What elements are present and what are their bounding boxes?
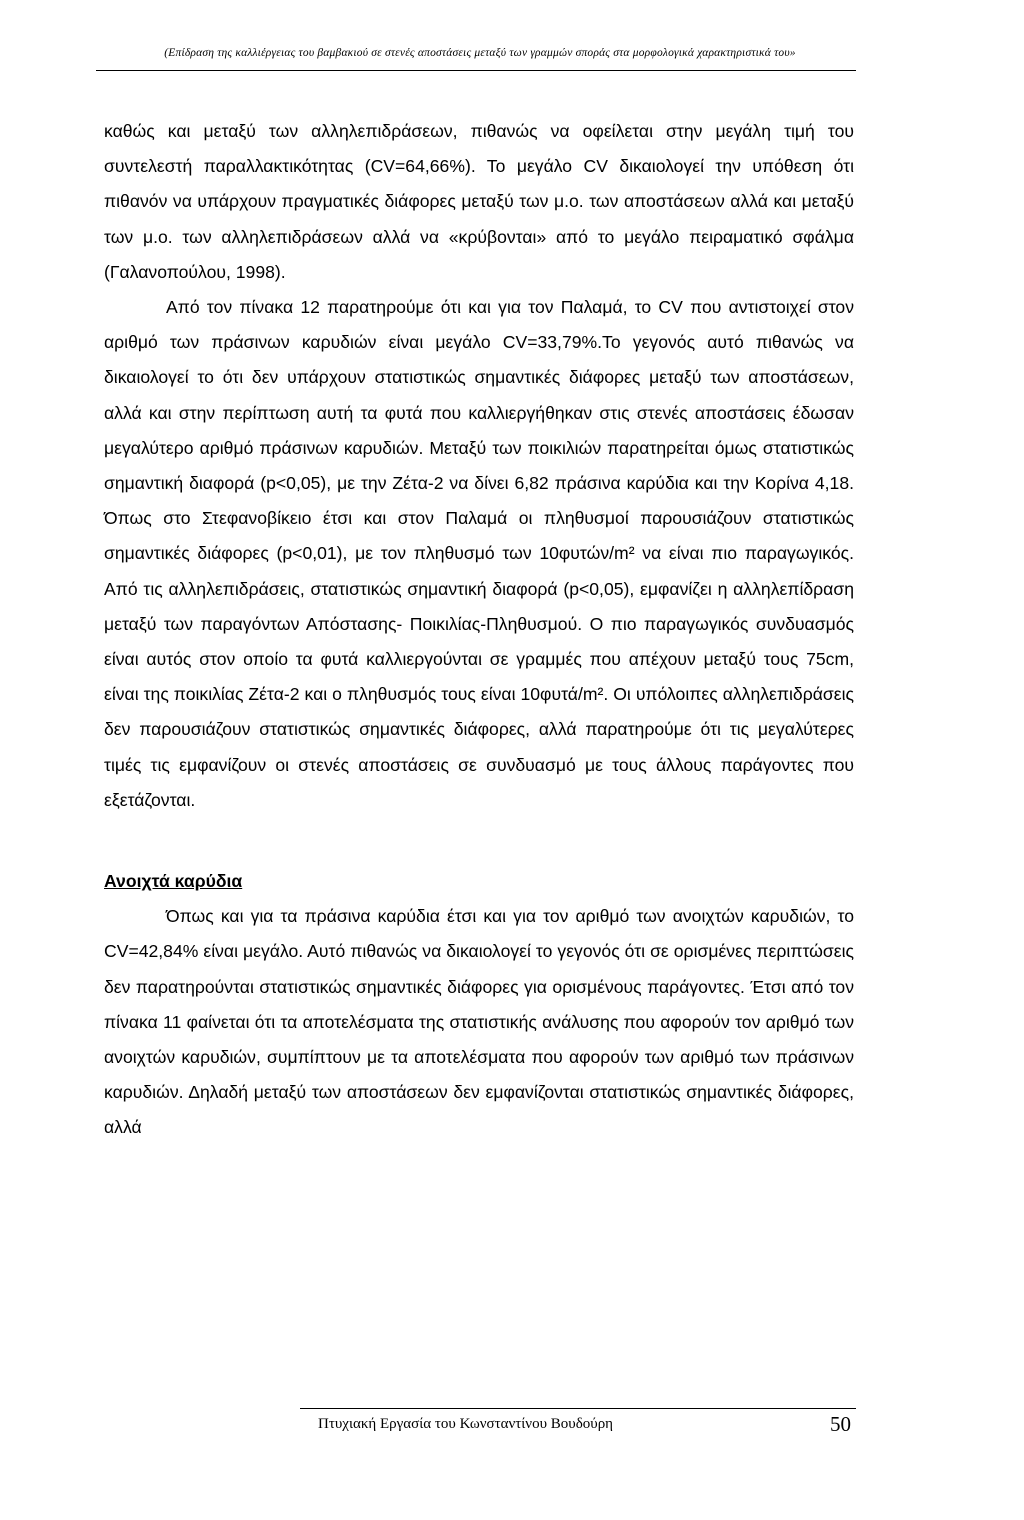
running-header: (Επίδραση της καλλιέργειας του βαμβακιού σε στενές αποστάσεις μεταξύ των γραμμών σποράς στα μορφολογικά χαρακτηριστικά του» [164,47,796,59]
footer-divider [300,1408,856,1409]
paragraph-palamas: Από τον πίνακα 12 παρατηρούμε ότι και για τον Παλαμά, το CV που αντιστοιχεί στον αριθμό των πράσινων καρυδιών είναι μεγάλο CV=33,79%.Το γεγονός αυτό πιθανώς να δικαιολογεί το ότι δεν υπάρχουν στατιστικώς σημαντικές διάφορες μεταξύ των αποστάσεων, αλλά και στην περίπτωση αυτή τα φυτά που καλλιεργήθηκαν στις στενές αποστάσεις έδωσαν μεγαλύτερο αριθμό πράσινων καρυδιών. Μεταξύ των ποικιλιών παρατηρείται όμως στατιστικώς σημαντική διαφορά (p<0,05), με την Ζέτα-2 να δίνει 6,82 πράσινα καρύδια και την Κορίνα 4,18. Όπως στο Στεφανοβίκειο έτσι και στον Παλαμά οι πληθυσμοί παρουσιάζουν στατιστικώς σημαντικές διάφορες (p<0,01), με τον πληθυσμό των 10φυτών/m² να είναι πιο παραγωγικός. Από τις αλληλεπιδράσεις, στατιστικώς σημαντική διαφορά (p<0,05), εμφανίζει η αλληλεπίδραση μεταξύ των παραγόντων Απόστασης- Ποικιλίας-Πληθυσμού. Ο πιο παραγωγικός συνδυασμός είναι αυτός στον οποίο τα φυτά καλλιεργούνται σε γραμμές που απέχουν μεταξύ τους 75cm, είναι της ποικιλίας Ζέτα-2 και ο πληθυσμός τους είναι 10φυτά/m². Οι υπόλοιπες αλληλεπιδράσεις δεν παρουσιάζουν στατιστικώς σημαντικές διάφορες, αλλά παρατηρούμε ότι τις μεγαλύτερες τιμές τις εμφανίζουν οι στενές αποστάσεις σε συνδυασμό με τους άλλους παράγοντες που εξετάζονται. [104,297,854,810]
header-divider [96,70,856,71]
paragraph-open-bolls: Όπως και για τα πράσινα καρύδια έτσι και για τον αριθμό των ανοιχτών καρυδιών, το CV=42,84% είναι μεγάλο. Αυτό πιθανώς να δικαιολογεί το γεγονός ότι σε ορισμένες περιπτώσεις δεν παρατηρούνται στατιστικώς σημαντικές διάφορες για ορισμένους παράγοντες. Έτσι από τον πίνακα 11 φαίνεται ότι τα αποτελέσματα της στατιστικής ανάλυσης που αφορούν τον αριθμό των ανοιχτών καρυδιών, συμπίπτουν με τα αποτελέσματα που αφορούν των αριθμό των πράσινων καρυδιών. Δηλαδή μεταξύ των αποστάσεων δεν εμφανίζονται στατιστικώς σημαντικές διάφορες, αλλά [104,906,854,1138]
paragraph-continuation: καθώς και μεταξύ των αλληλεπιδράσεων, πιθανώς να οφείλεται στην μεγάλη τιμή του συντελεστή παραλλακτικότητας (CV=64,66%). Το μεγάλο CV δικαιολογεί την υπόθεση ότι πιθανόν να υπάρχουν πραγματικές διάφορες μεταξύ των μ.ο. των αποστάσεων αλλά και μεταξύ των μ.ο. των αλληλεπιδράσεων αλλά να «κρύβονται» από το μεγάλο πειραματικό σφάλμα (Γαλανοπούλου, 1998). [104,121,854,282]
footer-author: Πτυχιακή Εργασία του Κωνσταντίνου Βουδούρη [318,1416,614,1432]
section-heading: Ανοιχτά καρύδια [104,871,243,892]
page-number: 50 [830,1412,851,1436]
body-text [104,114,854,1146]
